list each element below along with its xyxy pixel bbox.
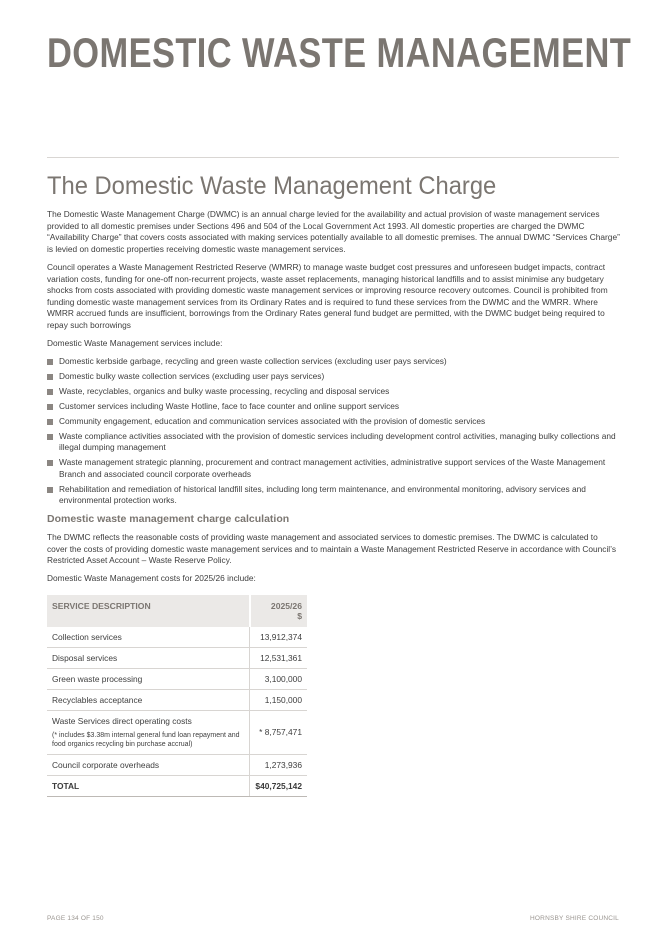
- square-bullet-icon: [47, 359, 53, 365]
- square-bullet-icon: [47, 389, 53, 395]
- amount-cell: 13,912,374: [250, 627, 307, 648]
- amount-cell: 12,531,361: [250, 647, 307, 668]
- services-intro: Domestic Waste Management services include:: [47, 338, 223, 349]
- service-cell: Disposal services: [47, 647, 250, 668]
- list-item: Domestic bulky waste collection services (excluding user pays services): [47, 371, 620, 383]
- square-bullet-icon: [47, 419, 53, 425]
- services-list: [47, 356, 620, 507]
- table-intro: Domestic Waste Management costs for 2025/26 include:: [47, 573, 256, 584]
- list-item: Domestic kerbside garbage, recycling and green waste collection services (excluding user pays services): [47, 356, 620, 368]
- service-column-header: SERVICE DESCRIPTION: [47, 595, 250, 627]
- table-header-row: [47, 595, 307, 627]
- table-row: [47, 710, 307, 754]
- table-row: [47, 668, 307, 689]
- list-item: Community engagement, education and communication services associated with the provision of domestic services: [47, 416, 620, 428]
- page-title: DOMESTIC WASTE MANAGEMENT: [47, 29, 632, 76]
- list-item: Waste compliance activities associated with the provision of domestic services including development control activities, managing bulky collections and illegal dumping management: [47, 431, 620, 454]
- amount-cell: * 8,757,471: [250, 710, 307, 754]
- service-cell: Collection services: [47, 627, 250, 648]
- square-bullet-icon: [47, 487, 53, 493]
- calculation-heading: Domestic waste management charge calculation: [47, 512, 290, 525]
- square-bullet-icon: [47, 434, 53, 440]
- list-item: Customer services including Waste Hotline, face to face counter and online support services: [47, 401, 620, 413]
- calculation-paragraph: The DWMC reflects the reasonable costs of providing waste management and associated services to domestic premises. The DWMC is calculated to cover the costs of providing domestic waste management services and to maintain a Waste Management Restricted Reserve in accordance with Council’s Restricted Asset Account – Waste Reserve Policy.: [47, 531, 617, 566]
- service-cell: Green waste processing: [47, 668, 250, 689]
- intro-paragraph: The Domestic Waste Management Charge (DWMC) is an annual charge levied for the availability and actual provision of waste management services provided to all domestic premises under Sections 496 and 504 of the Local Government Act 1993. All domestic properties are charged the DWMC “Availability Charge” that covers costs associated with making services potentially available to all domestic premises. The annual DWMC “Services Charge” is levied on domestic properties receiving domestic waste management services.: [47, 209, 620, 254]
- table-row: [47, 647, 307, 668]
- table-row: [47, 689, 307, 710]
- total-label: TOTAL: [47, 775, 250, 796]
- section-title: The Domestic Waste Management Charge: [47, 172, 497, 200]
- list-item: Rehabilitation and remediation of historical landfill sites, including long term maintenance, and environmental monitoring, advisory services and environmental protection works.: [47, 484, 620, 507]
- year-column-header: 2025/26 $: [250, 595, 307, 627]
- service-cell: Recyclables acceptance: [47, 689, 250, 710]
- square-bullet-icon: [47, 460, 53, 466]
- main-content: [47, 170, 620, 797]
- service-label: Waste Services direct operating costs: [52, 715, 192, 726]
- footnote-text: (* includes $3.38m internal general fund loan repayment and food organics recycling bin purchase accrual): [52, 731, 240, 748]
- total-row: [47, 775, 307, 796]
- amount-cell: 1,273,936: [250, 754, 307, 775]
- service-cell: [47, 710, 250, 754]
- council-name: HORNSBY SHIRE COUNCIL: [530, 915, 619, 922]
- costs-table: [47, 595, 307, 797]
- square-bullet-icon: [47, 374, 53, 380]
- table-row: [47, 754, 307, 775]
- page-number: PAGE 134 OF 150: [47, 915, 104, 922]
- list-item: Waste, recyclables, organics and bulky waste processing, recycling and disposal services: [47, 386, 620, 398]
- amount-cell: 3,100,000: [250, 668, 307, 689]
- service-cell: Council corporate overheads: [47, 754, 250, 775]
- list-item: Waste management strategic planning, procurement and contract management activities, administrative support services of the Waste Management Branch and associated council corporate overheads: [47, 457, 620, 480]
- title-divider: [47, 157, 619, 158]
- amount-cell: 1,150,000: [250, 689, 307, 710]
- total-amount: $40,725,142: [250, 775, 307, 796]
- square-bullet-icon: [47, 404, 53, 410]
- table-row: [47, 627, 307, 648]
- reserve-paragraph: Council operates a Waste Management Restricted Reserve (WMRR) to manage waste budget cost pressures and unforeseen budget impacts, contract variation costs, funding for one-off non-recurrent projects, waste asset replacements, managing historical landfills and to assist minimise any budgetary shocks from costs associated with providing domestic waste management services or improving resource recovery outcomes. Council is prohibited from funding domestic waste management services from its Ordinary Rates and is required to fund these services from the DWMC and the WMRR. Where WMRR accrued funds are insufficient, borrowings from the Ordinary Rates general fund budget are permitted, with the DWMC budget being required to repay such borrowings: [47, 261, 608, 330]
